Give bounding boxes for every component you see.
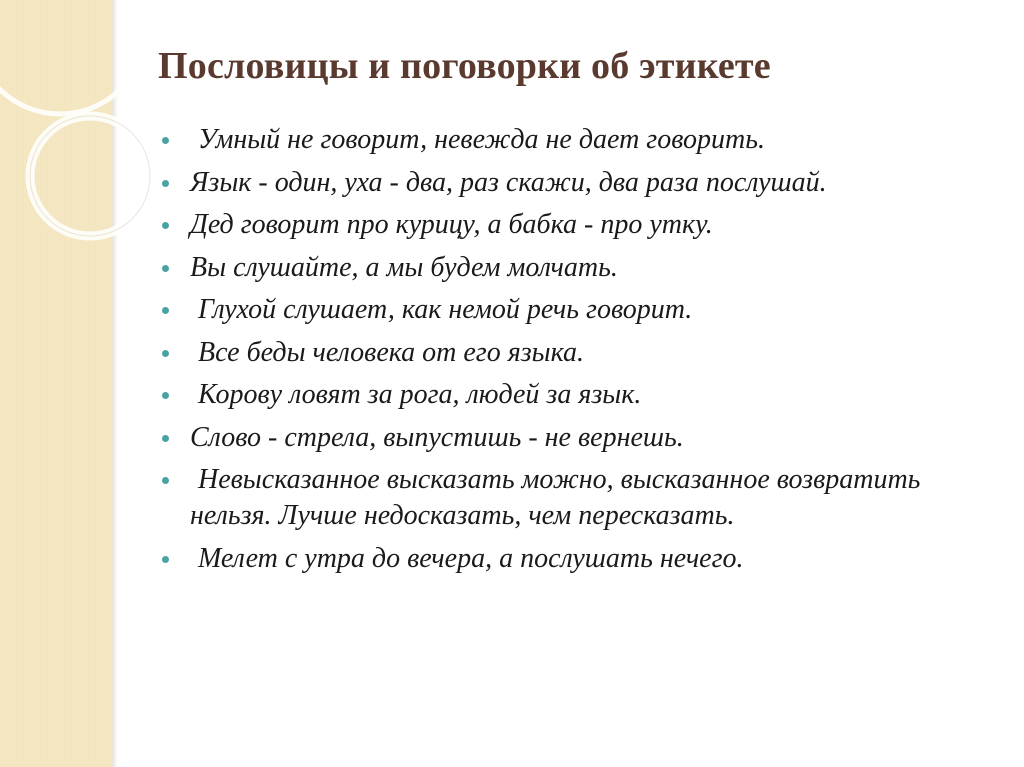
proverb-text: Невысказанное высказать можно, высказанное возвратить нельзя. Лучше недосказать, чем пересказать.	[190, 464, 921, 531]
proverb-text: Все беды человека от его языка.	[198, 336, 585, 368]
list-item	[160, 292, 940, 328]
list-item	[160, 420, 940, 456]
proverb-text: Мелет с утра до вечера, а послушать нечего.	[198, 543, 744, 574]
bullet-icon	[162, 435, 169, 442]
proverb-text: Глухой слушает, как немой речь говорит.	[198, 294, 693, 325]
side-band-shadow	[112, 0, 118, 767]
proverb-text: Дед говорит про курицу, а бабка - про утку.	[190, 209, 713, 240]
bullet-icon	[162, 222, 169, 229]
proverb-text: Слово - стрела, выпустишь - не вернешь.	[190, 421, 684, 453]
bullet-icon	[162, 307, 169, 314]
slide-title: Пословицы и поговорки об этикете	[158, 45, 771, 87]
bullet-icon	[162, 137, 169, 144]
list-item	[160, 122, 940, 158]
bullet-icon	[162, 265, 169, 272]
proverb-text: Вы слушайте, а мы будем молчать.	[190, 251, 618, 283]
list-item	[160, 165, 940, 201]
bullet-icon	[162, 180, 169, 187]
proverb-text: Умный не говорит, невежда не дает говорить.	[198, 124, 765, 155]
bullet-icon	[162, 350, 169, 357]
list-item	[160, 335, 940, 371]
list-item	[160, 250, 940, 286]
bullet-icon	[162, 556, 169, 563]
proverb-list	[160, 122, 940, 584]
proverb-text: Язык - один, уха - два, раз скажи, два раза послушай.	[190, 166, 827, 198]
bullet-icon	[162, 392, 169, 399]
decorative-side-band	[0, 0, 112, 767]
proverb-text: Корову ловят за рога, людей за язык.	[198, 379, 642, 410]
list-item	[160, 207, 940, 243]
bullet-icon	[162, 477, 169, 484]
list-item	[160, 377, 940, 413]
list-item	[160, 462, 940, 534]
list-item	[160, 541, 940, 577]
